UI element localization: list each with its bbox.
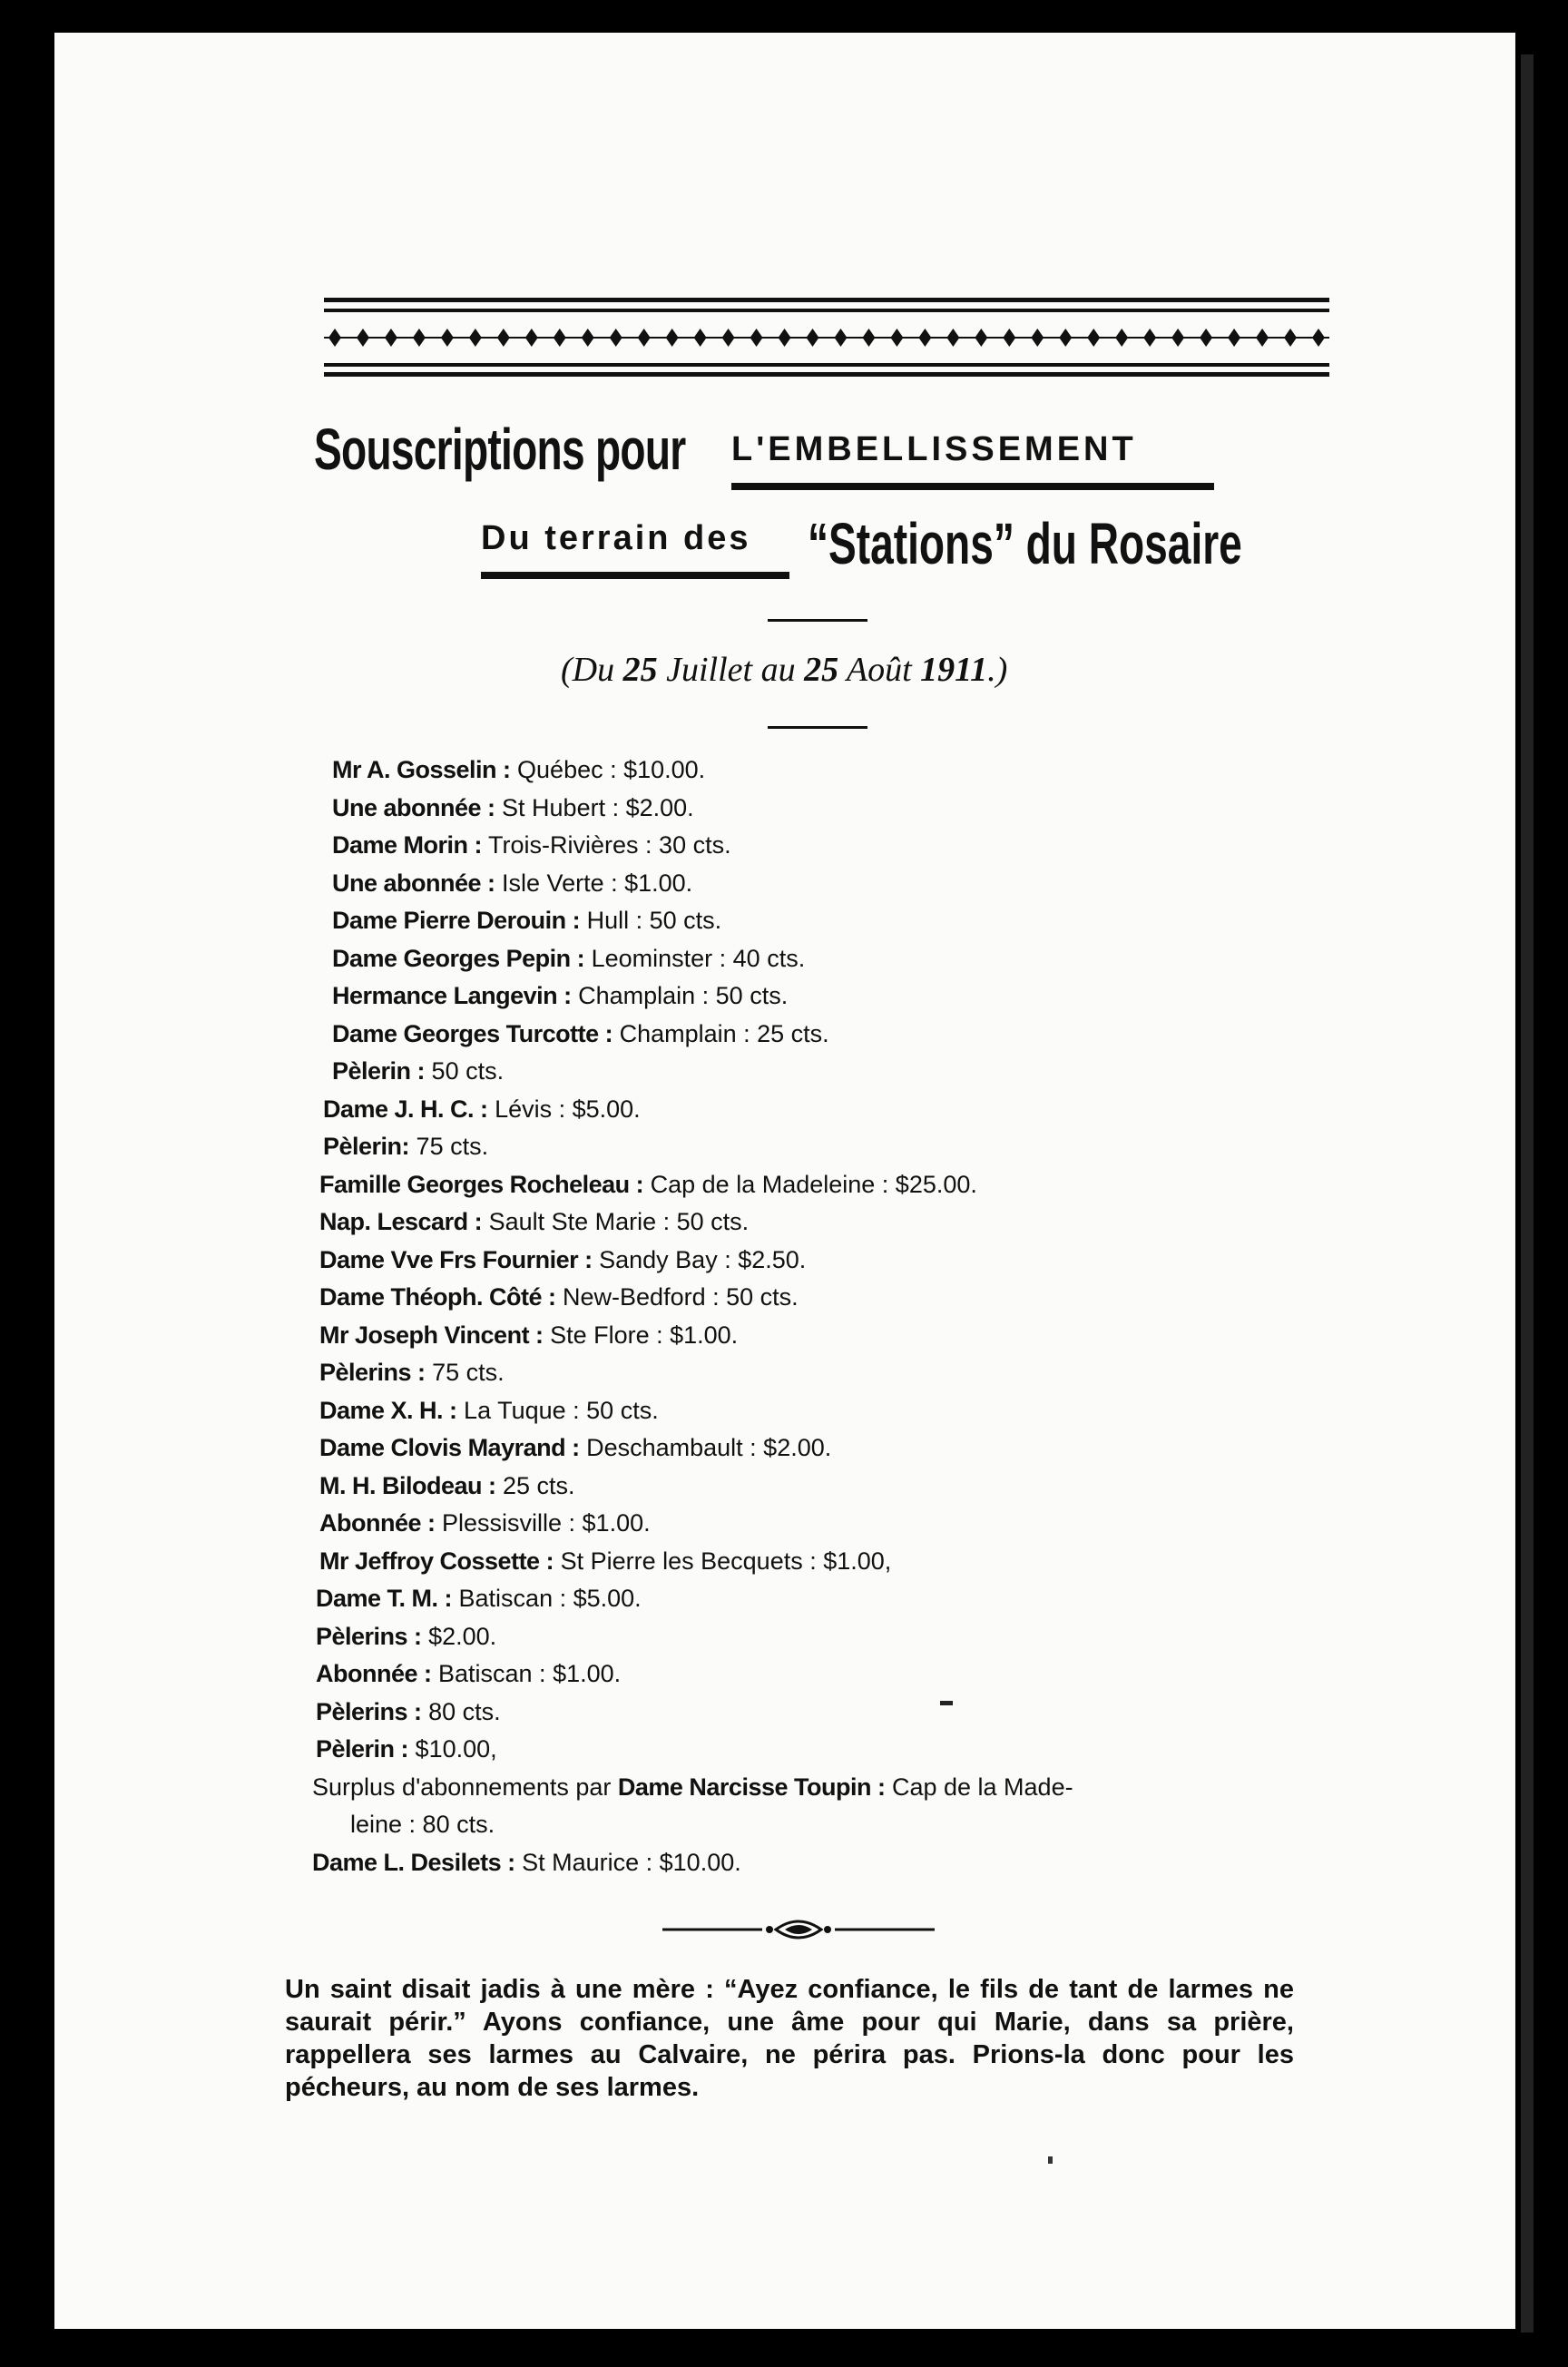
subscription-entry xyxy=(319,1242,1334,1280)
ornament-diamond xyxy=(441,329,454,347)
entry-detail: 25 cts. xyxy=(495,1471,575,1499)
subscription-entry xyxy=(316,1694,1334,1732)
entry-name: Dame Théoph. Côté : xyxy=(319,1283,556,1311)
ornament-diamond xyxy=(779,329,791,347)
entry-name: Dame T. M. : xyxy=(316,1585,453,1612)
entry-detail: Trois-Rivières : 30 cts. xyxy=(482,831,731,859)
entry-detail: New-Bedford : 50 cts. xyxy=(555,1283,799,1311)
entry-detail: 80 cts. xyxy=(421,1697,501,1725)
entry-name: Dame Pierre Derouin : xyxy=(332,907,581,934)
entry-name: Dame Georges Pepin : xyxy=(332,944,585,972)
ornament-diamond xyxy=(975,329,987,347)
ornament-diamond xyxy=(357,329,369,347)
subscription-entry xyxy=(332,940,1334,978)
heading-underline-2 xyxy=(481,572,789,579)
entry-name: Hermance Langevin : xyxy=(332,982,572,1009)
entry-detail: Sandy Bay : $2.50. xyxy=(592,1245,807,1273)
entry-name: Pèlerin: xyxy=(323,1133,410,1160)
entry-detail: St Hubert : $2.00. xyxy=(495,793,694,821)
subscription-entry xyxy=(319,1392,1334,1430)
surplus-name: Dame Narcisse Toupin : xyxy=(617,1773,886,1801)
entry-detail: 50 cts. xyxy=(425,1057,505,1085)
ink-mark xyxy=(940,1701,953,1705)
ornament-diamond xyxy=(722,329,735,347)
entry-name: Dame J. H. C. : xyxy=(323,1095,488,1123)
book-spine xyxy=(1521,54,1534,2333)
entry-detail: Champlain : 25 cts. xyxy=(612,1019,829,1047)
date-day-2: 25 xyxy=(804,651,839,689)
entry-detail: Isle Verte : $1.00. xyxy=(495,869,693,897)
entry-name: Nap. Lescard : xyxy=(319,1208,483,1235)
separator-rule-top xyxy=(768,619,867,622)
ornament-diamond xyxy=(1143,329,1156,347)
heading-line1-caps: L'EMBELLISSEMENT xyxy=(731,430,1137,468)
ornament-diamond xyxy=(862,329,875,347)
entry-name: Dame Georges Turcotte : xyxy=(332,1019,613,1047)
entry-detail: Québec : $10.00. xyxy=(510,756,706,783)
subscription-entry xyxy=(319,1354,1334,1392)
ornament-diamond xyxy=(694,329,707,347)
entry-name: Famille Georges Rocheleau : xyxy=(319,1170,644,1198)
entry-detail: $10.00, xyxy=(408,1735,497,1763)
entry-name: Dame X. H. : xyxy=(319,1396,457,1424)
ornament-diamond xyxy=(1031,329,1044,347)
ornament-diamond xyxy=(918,329,931,347)
separator-rule-bottom xyxy=(768,726,867,729)
subscription-entry xyxy=(316,1731,1334,1769)
subscription-entry xyxy=(316,1618,1334,1656)
entry-name: Mr Joseph Vincent : xyxy=(319,1321,544,1349)
entry-name: Mr Jeffroy Cossette : xyxy=(319,1547,554,1575)
ornament-diamond xyxy=(946,329,959,347)
date-month-2: Août xyxy=(838,651,921,689)
heading-line1-main: Souscriptions pour xyxy=(314,417,686,482)
entry-detail: Batiscan : $5.00. xyxy=(452,1585,642,1612)
entry-detail: $2.00. xyxy=(421,1622,497,1650)
ornament-diamond xyxy=(582,329,594,347)
ornamental-border xyxy=(324,298,1329,378)
entry-name: Une abonnée : xyxy=(332,869,495,897)
ornament-diamond xyxy=(750,329,763,347)
ornament-diamond xyxy=(1003,329,1015,347)
entry-name: Dame Vve Frs Fournier : xyxy=(319,1245,593,1273)
ornament-diamond xyxy=(1115,329,1128,347)
subscription-entry xyxy=(332,751,1334,790)
decorative-divider xyxy=(662,1911,935,1948)
entry-name: Dame L. Desilets : xyxy=(312,1848,515,1876)
ornament-diamond xyxy=(497,329,510,347)
entry-name: Une abonnée : xyxy=(332,793,495,821)
subscription-entry xyxy=(319,1543,1334,1581)
entry-detail: Batiscan : $1.00. xyxy=(431,1660,622,1687)
entry-detail: Leominster : 40 cts. xyxy=(584,944,806,972)
surplus-detail-2: leine : 80 cts. xyxy=(350,1811,495,1838)
ornament-diamond xyxy=(666,329,679,347)
subscription-entry xyxy=(332,902,1334,940)
entry-detail: Deschambault : $2.00. xyxy=(579,1434,832,1461)
entry-name: Abonnée : xyxy=(316,1660,432,1687)
subscription-entry xyxy=(332,977,1334,1016)
ornament-diamond xyxy=(469,329,482,347)
subscription-entry xyxy=(316,1580,1334,1618)
entry-detail: 75 cts. xyxy=(425,1359,505,1386)
subscription-entry xyxy=(332,1016,1334,1054)
ornament-diamond xyxy=(554,329,566,347)
entry-detail: La Tuque : 50 cts. xyxy=(456,1396,659,1424)
entry-name: Pèlerin : xyxy=(316,1735,409,1763)
entry-detail: Champlain : 50 cts. xyxy=(571,982,789,1009)
last-entry xyxy=(312,1844,1334,1882)
subscription-entry xyxy=(332,1053,1334,1091)
date-open: (Du xyxy=(561,651,623,689)
ornament-diamond xyxy=(1284,329,1297,347)
entry-detail: Cap de la Madeleine : $25.00. xyxy=(643,1170,977,1198)
date-year: 1911 xyxy=(920,651,988,689)
ornament-diamond xyxy=(1200,329,1212,347)
entry-detail: Lévis : $5.00. xyxy=(487,1095,641,1123)
ornament-diamond xyxy=(385,329,397,347)
ornament-diamond xyxy=(890,329,903,347)
entry-detail: Ste Flore : $1.00. xyxy=(543,1321,739,1349)
entry-detail: Sault Ste Marie : 50 cts. xyxy=(482,1208,750,1235)
ornament-diamond xyxy=(638,329,651,347)
ornament-diamond xyxy=(413,329,426,347)
ornament-diamond xyxy=(1312,329,1325,347)
entry-detail: St Pierre les Becquets : $1.00, xyxy=(554,1547,892,1575)
subscription-entry xyxy=(316,1655,1334,1694)
entry-detail: St Maurice : $10.00. xyxy=(514,1848,741,1876)
ornament-diamond xyxy=(807,329,819,347)
ink-dot xyxy=(1048,2156,1053,2164)
subscription-entry xyxy=(319,1468,1334,1506)
subscription-entry xyxy=(319,1505,1334,1543)
entry-detail: 75 cts. xyxy=(409,1133,489,1160)
subscription-entry xyxy=(319,1279,1334,1317)
ornament-diamond xyxy=(1256,329,1269,347)
subscription-entry xyxy=(319,1429,1334,1468)
surplus-detail-1: Cap de la Made- xyxy=(885,1773,1073,1801)
ornament-diamond xyxy=(1228,329,1240,347)
ornament-diamond xyxy=(328,329,341,347)
subscription-entry xyxy=(319,1203,1334,1242)
entry-detail: Hull : 50 cts. xyxy=(580,907,722,934)
entry-name: Pèlerin : xyxy=(332,1057,426,1085)
ornament-diamond xyxy=(834,329,847,347)
ornament-diamond xyxy=(1059,329,1072,347)
entry-name: Pèlerins : xyxy=(316,1622,422,1650)
subscription-entry xyxy=(332,865,1334,903)
surplus-entry xyxy=(312,1769,1332,1844)
entry-name: Dame Clovis Mayrand : xyxy=(319,1434,580,1461)
entry-name: M. H. Bilodeau : xyxy=(319,1471,496,1499)
closing-paragraph: Un saint disait jadis à une mère : “Ayez confiance, le fils de tant de larmes ne saurait périr.” Ayons confiance, une âme pour qui Marie, dans sa prière, rappellera ses larmes au Calvaire, ne périra pas. Prions-la donc pour les pécheurs, au nom de ses larmes. xyxy=(285,1975,1294,2102)
subscription-entry xyxy=(332,827,1334,865)
subscription-entry xyxy=(323,1128,1334,1166)
heading-line2-caps: Du terrain des xyxy=(481,519,751,557)
date-range xyxy=(561,650,1007,690)
heading-underline-1 xyxy=(731,483,1214,490)
date-month-1: Juillet au xyxy=(657,651,805,689)
subscription-list xyxy=(312,751,1334,1881)
date-day-1: 25 xyxy=(622,651,658,689)
surplus-prefix: Surplus d'abonnements par xyxy=(312,1773,618,1801)
ornament-diamond xyxy=(1087,329,1100,347)
ornament-diamond xyxy=(610,329,622,347)
entry-name: Pèlerins : xyxy=(316,1697,422,1725)
entry-name: Mr A. Gosselin : xyxy=(332,756,511,783)
ornament-diamond xyxy=(1171,329,1184,347)
entry-name: Dame Morin : xyxy=(332,831,483,859)
subscription-entry xyxy=(332,790,1334,828)
heading-line2-main: “Stations” du Rosaire xyxy=(808,511,1242,576)
ornament-diamond xyxy=(525,329,538,347)
subscription-entry xyxy=(319,1166,1334,1204)
date-close: .) xyxy=(987,651,1008,689)
subscription-entry xyxy=(319,1317,1334,1355)
entry-name: Pèlerins : xyxy=(319,1359,426,1386)
entry-detail: Plessisville : $1.00. xyxy=(435,1509,651,1537)
entry-name: Abonnée : xyxy=(319,1509,436,1537)
subscription-entry xyxy=(323,1091,1334,1129)
